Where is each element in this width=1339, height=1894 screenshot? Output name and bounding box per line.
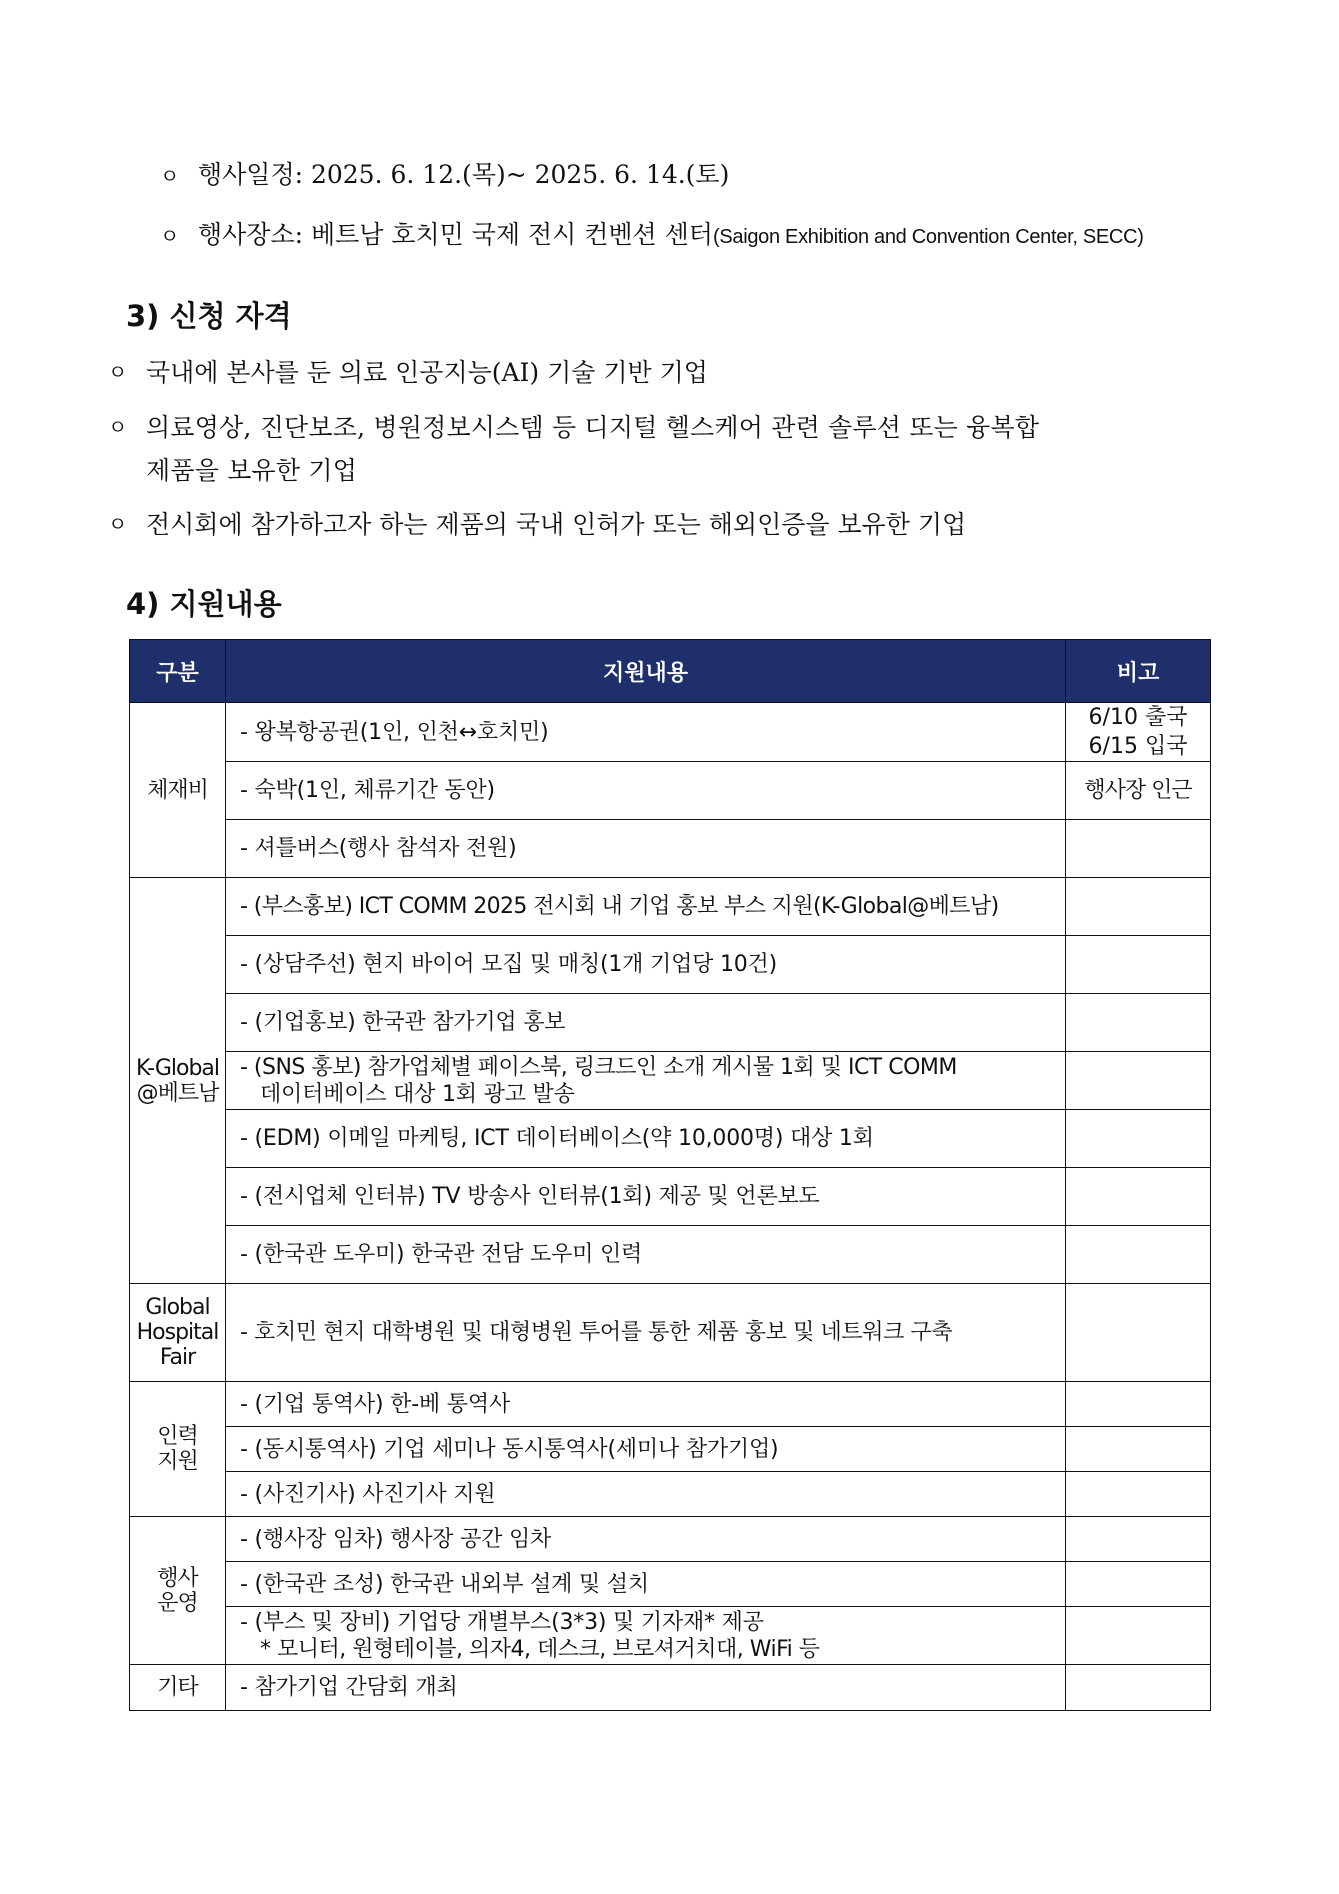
eligibility-item xyxy=(108,351,1216,394)
content-line: 데이터베이스 대상 1회 광고 발송 xyxy=(260,1081,575,1107)
eligibility-text: 국내에 본사를 둔 의료 인공지능(AI) 기술 기반 기업 xyxy=(146,358,708,387)
note-cell xyxy=(1066,1284,1211,1382)
note-line: 6/10 출국 xyxy=(1088,705,1188,730)
category-cell: 기타 xyxy=(130,1665,226,1711)
note-cell xyxy=(1066,703,1211,762)
content-cell: - (동시통역사) 기업 세미나 동시통역사(세미나 참가기업) xyxy=(226,1427,1066,1472)
note-cell xyxy=(1066,1110,1211,1168)
table-row xyxy=(130,1517,1211,1562)
table-row xyxy=(130,994,1211,1052)
table-row xyxy=(130,1427,1211,1472)
content-cell xyxy=(226,1607,1066,1665)
category-line: @베트남 xyxy=(136,1080,219,1106)
table-row xyxy=(130,1226,1211,1284)
header-content: 지원내용 xyxy=(226,640,1066,703)
note-cell xyxy=(1066,878,1211,936)
note-cell: 행사장 인근 xyxy=(1066,762,1211,820)
note-cell xyxy=(1066,1226,1211,1284)
venue-item xyxy=(160,218,1144,254)
bullet-marker: ㅇ xyxy=(160,164,180,188)
note-cell xyxy=(1066,1472,1211,1517)
header-note: 비고 xyxy=(1066,640,1211,703)
category-line: Global xyxy=(145,1295,210,1320)
content-cell: - (EDM) 이메일 마케팅, ICT 데이터베이스(약 10,000명) 대상 1회 xyxy=(226,1110,1066,1168)
content-cell: - (부스홍보) ICT COMM 2025 전시회 내 기업 홍보 부스 지원(K-Global@베트남) xyxy=(226,878,1066,936)
content-cell: - (기업홍보) 한국관 참가기업 홍보 xyxy=(226,994,1066,1052)
section-3-title: 3) 신청 자격 xyxy=(126,299,292,333)
note-cell xyxy=(1066,1607,1211,1665)
category-line: Hospital xyxy=(136,1320,219,1345)
note-cell xyxy=(1066,820,1211,878)
content-cell: - (사진기사) 사진기사 지원 xyxy=(226,1472,1066,1517)
table-row xyxy=(130,1168,1211,1226)
content-cell: - 숙박(1인, 체류기간 동안) xyxy=(226,762,1066,820)
category-line: 운영 xyxy=(157,1590,198,1616)
category-line: 지원 xyxy=(157,1449,198,1474)
content-cell: - (한국관 조성) 한국관 내외부 설계 및 설치 xyxy=(226,1562,1066,1607)
content-cell: - 참가기업 간담회 개최 xyxy=(226,1665,1066,1711)
venue-text-en: (Saigon Exhibition and Convention Center, SECC) xyxy=(712,226,1144,248)
table-row xyxy=(130,703,1211,762)
content-cell: - (한국관 도우미) 한국관 전담 도우미 인력 xyxy=(226,1226,1066,1284)
content-cell: - 호치민 현지 대학병원 및 대형병원 투어를 통한 제품 홍보 및 네트워크 구축 xyxy=(226,1284,1066,1382)
content-cell: - (행사장 임차) 행사장 공간 임차 xyxy=(226,1517,1066,1562)
content-cell: - 셔틀버스(행사 참석자 전원) xyxy=(226,820,1066,878)
eligibility-text-continued: 제품을 보유한 기업 xyxy=(146,456,358,485)
category-cell xyxy=(130,1284,226,1382)
note-cell xyxy=(1066,1562,1211,1607)
eligibility-text: 의료영상, 진단보조, 병원정보시스템 등 디지털 헬스케어 관련 솔루션 또는 융복합 xyxy=(146,413,1040,442)
table-row xyxy=(130,1665,1211,1711)
schedule-text: 행사일정: 2025. 6. 12.(목)~ 2025. 6. 14.(토) xyxy=(198,160,730,189)
category-cell xyxy=(130,1517,226,1665)
table-row xyxy=(130,1110,1211,1168)
table-row xyxy=(130,936,1211,994)
table-row xyxy=(130,1472,1211,1517)
table-row xyxy=(130,820,1211,878)
bullet-marker: ㅇ xyxy=(108,415,128,439)
table-row xyxy=(130,1052,1211,1110)
content-line: - (SNS 홍보) 참가업체별 페이스북, 링크드인 소개 게시물 1회 및 ICT COMM xyxy=(240,1054,957,1080)
section-4-title: 4) 지원내용 xyxy=(126,587,282,621)
table-row xyxy=(130,1562,1211,1607)
content-cell: - (전시업체 인터뷰) TV 방송사 인터뷰(1회) 제공 및 언론보도 xyxy=(226,1168,1066,1226)
content-cell xyxy=(226,1052,1066,1110)
category-cell xyxy=(130,1382,226,1517)
note-cell xyxy=(1066,1382,1211,1427)
note-cell xyxy=(1066,994,1211,1052)
table-row xyxy=(130,1382,1211,1427)
note-cell xyxy=(1066,1052,1211,1110)
category-cell xyxy=(130,878,226,1284)
eligibility-text: 전시회에 참가하고자 하는 제품의 국내 인허가 또는 해외인증을 보유한 기업 xyxy=(146,510,967,539)
category-line: K-Global xyxy=(135,1055,220,1081)
note-cell xyxy=(1066,1168,1211,1226)
bullet-marker: ㅇ xyxy=(108,360,128,384)
content-cell: - (기업 통역사) 한-베 통역사 xyxy=(226,1382,1066,1427)
content-cell: - (상담주선) 현지 바이어 모집 및 매칭(1개 기업당 10건) xyxy=(226,936,1066,994)
content-line: - (부스 및 장비) 기업당 개별부스(3*3) 및 기자재* 제공 xyxy=(240,1609,764,1635)
header-category: 구분 xyxy=(130,640,226,703)
note-cell xyxy=(1066,1665,1211,1711)
support-table xyxy=(129,639,1211,1711)
table-row xyxy=(130,762,1211,820)
table-row xyxy=(130,1284,1211,1382)
bullet-marker: ㅇ xyxy=(160,224,180,248)
note-cell xyxy=(1066,1517,1211,1562)
note-line: 6/15 입국 xyxy=(1088,734,1188,759)
eligibility-item xyxy=(108,406,1216,492)
content-line: * 모니터, 원형테이블, 의자4, 데스크, 브로셔거치대, WiFi 등 xyxy=(260,1636,820,1662)
category-cell: 체재비 xyxy=(130,703,226,878)
bullet-marker: ㅇ xyxy=(108,512,128,536)
venue-text-ko: 행사장소: 베트남 호치민 국제 전시 컨벤션 센터 xyxy=(198,220,713,249)
content-cell: - 왕복항공권(1인, 인천↔호치민) xyxy=(226,703,1066,762)
note-cell xyxy=(1066,1427,1211,1472)
eligibility-item xyxy=(108,503,1216,546)
table-row xyxy=(130,878,1211,936)
schedule-item xyxy=(160,158,729,193)
table-header-row xyxy=(130,640,1211,703)
table-row xyxy=(130,1607,1211,1665)
category-line: Fair xyxy=(159,1345,196,1370)
category-line: 인력 xyxy=(157,1424,198,1449)
note-cell xyxy=(1066,936,1211,994)
category-line: 행사 xyxy=(157,1565,198,1591)
